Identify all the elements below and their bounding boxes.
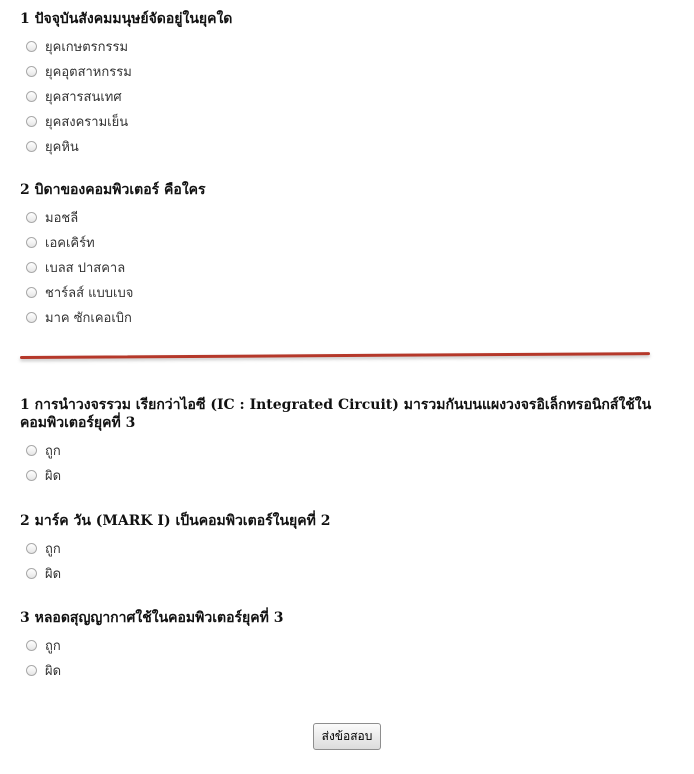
question-text: 1 ปัจจุบันสังคมมนุษย์จัดอยู่ในยุคใด [20,11,233,27]
submit-exam-button[interactable]: ส่งข้อสอบ [313,723,382,750]
radio-button[interactable] [26,212,37,223]
radio-button[interactable] [26,665,37,676]
submit-area [0,723,694,750]
option-label[interactable]: ยุคเกษตรกรรม [45,40,129,55]
answer-option[interactable] [20,305,680,330]
question-text: 3 หลอดสุญญากาศใช้ในคอมพิวเตอร์ยุคที่ 3 [20,610,284,626]
radio-button[interactable] [26,312,37,323]
radio-button[interactable] [26,116,37,127]
question-text: 2 บิดาของคอมพิวเตอร์ คือใคร [20,182,206,198]
radio-button[interactable] [26,66,37,77]
option-label[interactable]: ถูก [45,444,61,459]
answer-option[interactable] [20,658,680,683]
option-label[interactable]: มาค ซักเคอเบิก [45,311,132,326]
option-label[interactable]: เอคเคิร์ท [45,236,95,251]
radio-button[interactable] [26,41,37,52]
radio-button[interactable] [26,470,37,481]
option-label[interactable]: ยุคสงครามเย็น [45,115,129,130]
answer-option[interactable] [20,438,680,463]
option-label[interactable]: ผิด [45,567,62,582]
radio-button[interactable] [26,262,37,273]
answer-option[interactable] [20,255,680,280]
question-text: 2 มาร์ค วัน (MARK I) เป็นคอมพิวเตอร์ในยุคที่ 2 [20,513,331,529]
answer-option[interactable] [20,536,680,561]
radio-button[interactable] [26,568,37,579]
answer-option[interactable] [20,59,680,84]
option-label[interactable]: ถูก [45,542,61,557]
answer-option[interactable] [20,205,680,230]
radio-button[interactable] [26,640,37,651]
answer-option[interactable] [20,280,680,305]
answer-option[interactable] [20,633,680,658]
answer-option[interactable] [20,134,680,159]
answer-option[interactable] [20,230,680,255]
section-divider [20,352,650,359]
answer-option[interactable] [20,84,680,109]
option-label[interactable]: ยุคสารสนเทศ [45,90,122,105]
option-label[interactable]: มอชลี [45,211,79,226]
option-label[interactable]: ผิด [45,664,62,679]
tf-question-3 [20,609,680,683]
answer-option[interactable] [20,561,680,586]
mc-question-2 [20,181,680,330]
radio-button[interactable] [26,237,37,248]
radio-button[interactable] [26,287,37,298]
radio-button[interactable] [26,141,37,152]
mc-question-1 [20,10,680,159]
option-label[interactable]: ผิด [45,469,62,484]
option-label[interactable]: ยุคอุตสาหกรรม [45,65,132,80]
radio-button[interactable] [26,445,37,456]
radio-button[interactable] [26,543,37,554]
radio-button[interactable] [26,91,37,102]
tf-question-2 [20,512,680,586]
option-label[interactable]: ถูก [45,639,61,654]
question-text: 1 การนำวงจรรวม เรียกว่าไอซี (IC : Integrated Circuit) มารวมกันบนแผงวงจรอิเล็กทรอนิกส์ใช้ในคอมพิวเตอร์ยุคที่ 3 [20,397,652,431]
option-label[interactable]: ยุคหิน [45,140,79,155]
tf-question-1 [20,396,680,488]
option-label[interactable]: ชาร์ลส์ แบบเบจ [45,286,134,301]
option-label[interactable]: เบลส ปาสคาล [45,261,126,276]
answer-option[interactable] [20,463,680,488]
answer-option[interactable] [20,109,680,134]
answer-option[interactable] [20,34,680,59]
